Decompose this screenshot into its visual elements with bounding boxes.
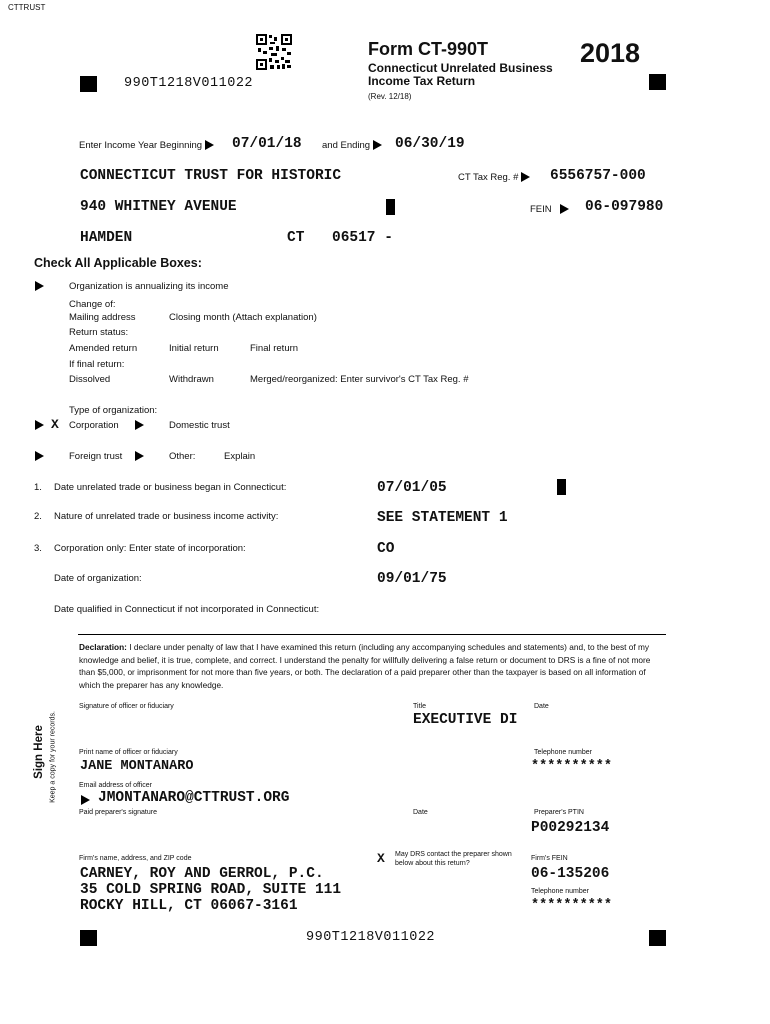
preparer-signature-label: Paid preparer's signature xyxy=(79,809,157,816)
form-subtitle-2: Income Tax Return xyxy=(368,74,476,88)
firm-address[interactable]: 35 COLD SPRING ROAD, SUITE 111 xyxy=(80,882,342,898)
question-2-number: 2. xyxy=(34,511,42,522)
taxpayer-city[interactable]: HAMDEN xyxy=(80,230,133,246)
officer-title-value[interactable]: EXECUTIVE DI xyxy=(413,712,518,728)
income-year-begin-value[interactable]: 07/01/18 xyxy=(232,136,302,152)
print-name-label: Print name of officer or fiduciary xyxy=(79,749,178,756)
ct-tax-reg-value[interactable]: 6556757-000 xyxy=(550,168,646,184)
question-3-label: Corporation only: Enter state of incorporation: xyxy=(54,543,246,554)
question-2-value[interactable]: SEE STATEMENT 1 xyxy=(377,510,508,526)
contact-preparer-label-1: May DRS contact the preparer shown xyxy=(395,851,512,858)
date-of-org-label: Date of organization: xyxy=(54,573,142,584)
change-of-label: Change of: xyxy=(69,299,116,310)
corner-label: CTTRUST xyxy=(8,3,46,12)
initial-return-option[interactable]: Initial return xyxy=(169,343,219,354)
annualizing-option[interactable]: Organization is annualizing its income xyxy=(69,281,229,292)
registration-mark xyxy=(386,199,395,215)
ct-tax-reg-label: CT Tax Reg. # xyxy=(458,172,530,183)
preparer-date-label: Date xyxy=(413,809,428,816)
officer-signature-label: Signature of officer or fiduciary xyxy=(79,703,174,710)
officer-email-value[interactable]: JMONTANARO@CTTRUST.ORG xyxy=(98,790,290,806)
firm-phone-label: Telephone number xyxy=(531,888,589,895)
date-qualified-label: Date qualified in Connecticut if not incorporated in Connecticut: xyxy=(54,604,320,615)
arrow-icon xyxy=(560,204,569,214)
domestic-trust-option[interactable]: Domestic trust xyxy=(169,420,230,431)
arrow-icon xyxy=(81,795,90,805)
contact-preparer-label-2: below about this return? xyxy=(395,860,470,867)
firm-phone-value[interactable]: ********** xyxy=(531,898,613,913)
income-year-end-value[interactable]: 06/30/19 xyxy=(395,136,465,152)
return-status-label: Return status: xyxy=(69,327,129,338)
date-of-org-value[interactable]: 09/01/75 xyxy=(377,571,447,587)
fein-label: FEIN xyxy=(530,204,569,215)
explain-label: Explain xyxy=(224,451,256,462)
income-year-end-label: and Ending xyxy=(322,140,382,151)
registration-mark xyxy=(649,74,666,90)
question-1-value[interactable]: 07/01/05 xyxy=(377,480,447,496)
question-3-number: 3. xyxy=(34,543,42,554)
taxpayer-zip[interactable]: 06517 - xyxy=(332,230,393,246)
arrow-icon xyxy=(373,140,382,150)
preparer-ptin-label: Preparer's PTIN xyxy=(534,809,584,816)
taxpayer-state[interactable]: CT xyxy=(287,230,305,246)
officer-phone-label: Telephone number xyxy=(534,749,592,756)
qr-code xyxy=(256,34,292,70)
question-1-number: 1. xyxy=(34,482,42,493)
footer-barcode-id: 990T1218V011022 xyxy=(306,930,436,945)
sign-here-label: Sign Here xyxy=(33,725,45,779)
preparer-ptin-value[interactable]: P00292134 xyxy=(531,820,610,836)
corporation-option[interactable]: Corporation xyxy=(69,420,119,431)
question-1-label: Date unrelated trade or business began in Connecticut: xyxy=(54,482,287,493)
foreign-trust-option[interactable]: Foreign trust xyxy=(69,451,123,462)
withdrawn-option[interactable]: Withdrawn xyxy=(169,374,214,385)
firm-name[interactable]: CARNEY, ROY AND GERROL, P.C. xyxy=(80,866,324,882)
registration-mark xyxy=(557,479,566,495)
corporation-checkmark[interactable]: X xyxy=(51,417,59,432)
fein-value[interactable]: 06-097980 xyxy=(585,199,664,215)
arrow-icon xyxy=(35,451,44,461)
if-final-label: If final return: xyxy=(69,359,125,370)
check-boxes-heading: Check All Applicable Boxes: xyxy=(34,256,202,270)
firm-label: Firm's name, address, and ZIP code xyxy=(79,855,192,862)
merged-option[interactable]: Merged/reorganized: Enter survivor's CT Tax Reg. # xyxy=(250,374,469,385)
closing-month-option[interactable]: Closing month (Attach explanation) xyxy=(169,312,317,323)
arrow-icon xyxy=(35,281,44,291)
dissolved-option[interactable]: Dissolved xyxy=(69,374,111,385)
arrow-icon xyxy=(521,172,530,182)
question-2-label: Nature of unrelated trade or business income activity: xyxy=(54,511,279,522)
firm-fein-value[interactable]: 06-135206 xyxy=(531,866,610,882)
declaration-rule xyxy=(78,634,666,635)
final-return-option[interactable]: Final return xyxy=(250,343,299,354)
revision-date: (Rev. 12/18) xyxy=(368,92,412,101)
type-of-org-label: Type of organization: xyxy=(69,405,158,416)
income-year-begin-label: Enter Income Year Beginning xyxy=(79,140,214,151)
mailing-address-option[interactable]: Mailing address xyxy=(69,312,136,323)
officer-name-value[interactable]: JANE MONTANARO xyxy=(80,759,194,774)
declaration-text: Declaration: I declare under penalty of law that I have examined this return (including any accompanying schedules and statements) and, to the best of my knowledge and belief, it is true, complete, and correct. I understand the penalty for willfully delivering a false return or document to DRS is a fine of not more than $5,000, or imprisonment for not more than five years, or both. The declaration of a paid preparer other than the taxpayer is based on all information of which the preparer has any knowledge. xyxy=(79,642,651,690)
arrow-icon xyxy=(135,451,144,461)
officer-phone-value[interactable]: ********** xyxy=(531,759,613,774)
form-subtitle-1: Connecticut Unrelated Business xyxy=(368,61,553,75)
firm-city-state-zip[interactable]: ROCKY HILL, CT 06067-3161 xyxy=(80,898,298,914)
arrow-icon xyxy=(35,420,44,430)
contact-preparer-checkmark[interactable]: X xyxy=(377,851,385,866)
taxpayer-name[interactable]: CONNECTICUT TRUST FOR HISTORIC xyxy=(80,168,342,184)
signature-date-label: Date xyxy=(534,703,549,710)
title-label: Title xyxy=(413,703,426,710)
registration-mark xyxy=(80,930,97,946)
arrow-icon xyxy=(135,420,144,430)
amended-return-option[interactable]: Amended return xyxy=(69,343,138,354)
keep-copy-note: Keep a copy for your records. xyxy=(49,711,57,803)
firm-fein-label: Firm's FEIN xyxy=(531,855,568,862)
other-option[interactable]: Other: xyxy=(169,451,196,462)
officer-email-label: Email address of officer xyxy=(79,782,153,789)
registration-mark xyxy=(649,930,666,946)
taxpayer-address[interactable]: 940 WHITNEY AVENUE xyxy=(80,199,237,215)
barcode-id: 990T1218V011022 xyxy=(124,76,254,91)
form-title: Form CT-990T xyxy=(368,39,489,59)
tax-year: 2018 xyxy=(580,38,641,68)
arrow-icon xyxy=(205,140,214,150)
question-3-value[interactable]: CO xyxy=(377,541,395,557)
registration-mark xyxy=(80,76,97,92)
